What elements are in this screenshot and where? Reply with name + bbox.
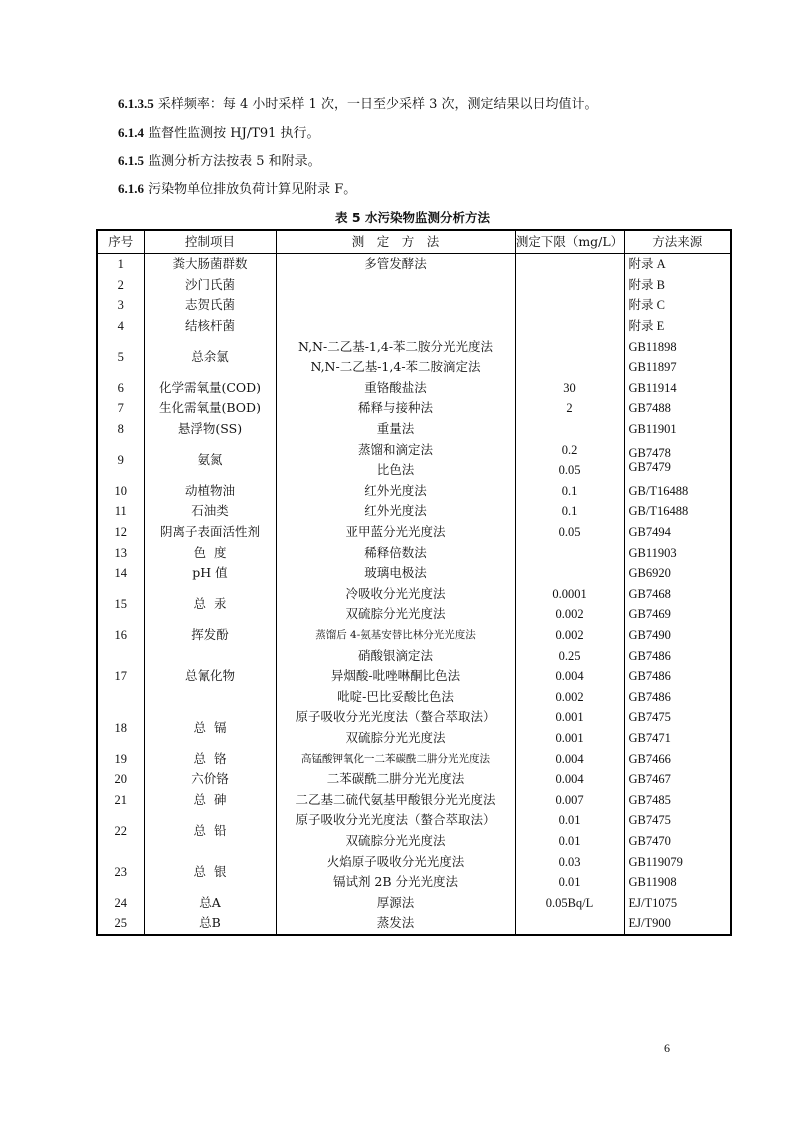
table-row [97,522,731,543]
header-source: 方法来源 [624,230,731,254]
table-row [97,336,731,357]
cell-source: GB/T16488 [624,501,731,522]
table-row [97,913,731,935]
cell-method: 稀释与接种法 [276,398,515,419]
cell-source: GB7467 [624,769,731,790]
cell-limit: 30 [515,378,624,399]
cell-source: GB7475 [624,707,731,728]
cell-limit: 0.004 [515,666,624,687]
cell-item: 总 砷 [144,789,276,810]
cell-seq: 11 [97,501,144,522]
cell-method: 原子吸收分光光度法（螯合萃取法） [276,810,515,831]
cell-item: 化学需氧量(COD) [144,378,276,399]
cell-source: GB/T16488 [624,481,731,502]
cell-method: 红外光度法 [276,481,515,502]
cell-source: GB7486 [624,666,731,687]
cell-source: GB11897 [624,357,731,378]
cell-limit: 0.001 [515,728,624,749]
cell-item: 动植物油 [144,481,276,502]
cell-seq: 19 [97,748,144,769]
cell-method: 玻璃电极法 [276,563,515,584]
cell-method: 蒸发法 [276,913,515,935]
cell-item: 悬浮物(SS) [144,419,276,440]
cell-seq: 3 [97,295,144,316]
cell-limit: 0.2 [515,439,624,460]
cell-item: 结核杆菌 [144,316,276,337]
table-body [97,254,731,935]
cell-seq: 22 [97,810,144,851]
section-number: 6.1.3.5 [118,96,154,111]
cell-method: 厚源法 [276,892,515,913]
cell-limit: 0.05 [515,522,624,543]
cell-limit: 2 [515,398,624,419]
cell-item: 总 铅 [144,810,276,851]
cell-source: 附录 A [624,254,731,275]
section-number: 6.1.6 [118,181,144,196]
cell-limit [515,254,624,275]
cell-limit: 0.001 [515,707,624,728]
cell-item: 石油类 [144,501,276,522]
table-row [97,275,731,296]
cell-source: 附录 C [624,295,731,316]
table-row [97,378,731,399]
table-row [97,645,731,666]
cell-seq: 15 [97,584,144,625]
cell-seq: 24 [97,892,144,913]
cell-item: 挥发酚 [144,625,276,646]
table-row [97,439,731,460]
table-row [97,481,731,502]
table-row [97,769,731,790]
cell-limit: 0.002 [515,686,624,707]
cell-limit: 0.0001 [515,584,624,605]
table-row [97,254,731,275]
cell-source: GB7494 [624,522,731,543]
cell-source: GB7468 [624,584,731,605]
cell-method: 二苯碳酰二肼分光光度法 [276,769,515,790]
cell-source: EJ/T900 [624,913,731,935]
table-row [97,892,731,913]
cell-seq: 5 [97,336,144,377]
cell-limit: 0.004 [515,769,624,790]
cell-seq: 10 [97,481,144,502]
cell-seq: 8 [97,419,144,440]
cell-source: GB11908 [624,872,731,893]
cell-limit [515,295,624,316]
cell-source: GB7485 [624,789,731,810]
table-row [97,419,731,440]
cell-method: 双硫腙分光光度法 [276,728,515,749]
cell-item: 总余氯 [144,336,276,377]
cell-seq: 6 [97,378,144,399]
cell-source: GB11898 [624,336,731,357]
table-row [97,501,731,522]
cell-seq: 18 [97,707,144,748]
cell-source: GB7471 [624,728,731,749]
cell-method: 重量法 [276,419,515,440]
cell-seq: 21 [97,789,144,810]
paragraph-text: 监督性监测按 HJ/T91 执行。 [144,126,320,141]
cell-source: GB7469 [624,604,731,625]
paragraph-text: 采样频率：每 4 小时采样 1 次，一日至少采样 3 次，测定结果以日均值计。 [153,97,598,112]
header-seq: 序号 [97,230,144,254]
cell-item: 总A [144,892,276,913]
cell-source: GB11903 [624,542,731,563]
cell-source: GB7478 GB7479 [624,439,731,480]
cell-source: GB6920 [624,563,731,584]
table-row [97,851,731,872]
cell-item: 总 汞 [144,584,276,625]
cell-seq: 25 [97,913,144,935]
cell-item: 总氰化物 [144,645,276,707]
cell-source: GB7475 [624,810,731,831]
cell-item: 志贺氏菌 [144,295,276,316]
cell-item: pH 值 [144,563,276,584]
cell-limit [515,563,624,584]
paragraph-6-1-6 [118,181,356,198]
monitoring-methods-table [96,229,732,936]
cell-method: 原子吸收分光光度法（螯合萃取法） [276,707,515,728]
table-header-row [97,230,731,254]
paragraph-6-1-5 [118,153,321,170]
cell-limit: 0.01 [515,872,624,893]
cell-seq: 9 [97,439,144,480]
paragraph-6-1-3-5 [118,96,598,113]
cell-seq: 20 [97,769,144,790]
cell-limit: 0.1 [515,501,624,522]
cell-source: GB7490 [624,625,731,646]
table-row [97,563,731,584]
cell-method: 亚甲蓝分光光度法 [276,522,515,543]
cell-limit [515,913,624,935]
cell-limit [515,316,624,337]
cell-seq: 4 [97,316,144,337]
cell-item: 总 铬 [144,748,276,769]
table-row [97,542,731,563]
cell-source: GB7486 [624,645,731,666]
table-row [97,707,731,728]
cell-method: N,N-二乙基-1,4-苯二胺滴定法 [276,357,515,378]
header-limit: 测定下限（mg/L） [515,230,624,254]
cell-limit: 0.007 [515,789,624,810]
cell-item: 生化需氧量(BOD) [144,398,276,419]
paragraph-text: 污染物单位排放负荷计算见附录 F。 [144,182,357,197]
cell-limit: 0.05 [515,460,624,481]
paragraph-6-1-4 [118,125,320,142]
cell-limit: 0.03 [515,851,624,872]
header-item: 控制项目 [144,230,276,254]
cell-item: 粪大肠菌群数 [144,254,276,275]
cell-limit [515,336,624,357]
paragraph-text: 监测分析方法按表 5 和附录。 [144,154,321,169]
section-number: 6.1.5 [118,153,144,168]
cell-source: 附录 B [624,275,731,296]
cell-method: 火焰原子吸收分光光度法 [276,851,515,872]
cell-method [276,295,515,316]
cell-item: 总B [144,913,276,935]
cell-limit: 0.05Bq/L [515,892,624,913]
cell-item: 阴离子表面活性剂 [144,522,276,543]
cell-seq: 14 [97,563,144,584]
cell-item: 色 度 [144,542,276,563]
cell-source: EJ/T1075 [624,892,731,913]
cell-method: 高锰酸钾氧化一二苯碳酰二肼分光光度法 [276,748,515,769]
header-method: 测 定 方 法 [276,230,515,254]
cell-item: 总 镉 [144,707,276,748]
cell-limit [515,275,624,296]
cell-method: 蒸馏和滴定法 [276,439,515,460]
cell-seq: 23 [97,851,144,892]
cell-limit: 0.01 [515,831,624,852]
cell-item: 六价铬 [144,769,276,790]
page-number: 6 [664,1041,670,1055]
cell-source: GB7466 [624,748,731,769]
table-row [97,316,731,337]
cell-method: 稀释倍数法 [276,542,515,563]
section-number: 6.1.4 [118,125,144,140]
cell-limit: 0.01 [515,810,624,831]
table-row [97,789,731,810]
cell-method: 冷吸收分光光度法 [276,584,515,605]
cell-seq: 17 [97,645,144,707]
cell-method: 重铬酸盐法 [276,378,515,399]
cell-method [276,275,515,296]
cell-source: GB7470 [624,831,731,852]
cell-method: 吡啶-巴比妥酸比色法 [276,686,515,707]
cell-limit: 0.1 [515,481,624,502]
cell-source: GB7488 [624,398,731,419]
cell-method: N,N-二乙基-1,4-苯二胺分光光度法 [276,336,515,357]
cell-method: 双硫腙分光光度法 [276,831,515,852]
cell-seq: 13 [97,542,144,563]
cell-seq: 1 [97,254,144,275]
cell-method: 镉试剂 2B 分光光度法 [276,872,515,893]
cell-limit [515,357,624,378]
cell-limit: 0.004 [515,748,624,769]
cell-seq: 7 [97,398,144,419]
cell-limit [515,419,624,440]
cell-item: 沙门氏菌 [144,275,276,296]
cell-method: 比色法 [276,460,515,481]
table-row [97,584,731,605]
cell-item: 氨氮 [144,439,276,480]
cell-method: 异烟酸-吡唑啉酮比色法 [276,666,515,687]
table-row [97,748,731,769]
cell-seq: 2 [97,275,144,296]
cell-source: 附录 E [624,316,731,337]
cell-method: 多管发酵法 [276,254,515,275]
table-row [97,625,731,646]
cell-method: 蒸馏后 4-氨基安替比林分光光度法 [276,625,515,646]
cell-limit: 0.002 [515,604,624,625]
table-caption: 表 5 水污染物监测分析方法 [335,210,490,225]
cell-method: 二乙基二硫代氨基甲酸银分光光度法 [276,789,515,810]
cell-method: 硝酸银滴定法 [276,645,515,666]
cell-source: GB11901 [624,419,731,440]
cell-method [276,316,515,337]
cell-limit: 0.002 [515,625,624,646]
cell-limit: 0.25 [515,645,624,666]
cell-item: 总 银 [144,851,276,892]
table-row [97,398,731,419]
table-row [97,295,731,316]
cell-limit [515,542,624,563]
cell-source: GB11914 [624,378,731,399]
table-row [97,810,731,831]
cell-source: GB7486 [624,686,731,707]
cell-seq: 16 [97,625,144,646]
cell-method: 红外光度法 [276,501,515,522]
cell-method: 双硫腙分光光度法 [276,604,515,625]
cell-seq: 12 [97,522,144,543]
cell-source: GB119079 [624,851,731,872]
